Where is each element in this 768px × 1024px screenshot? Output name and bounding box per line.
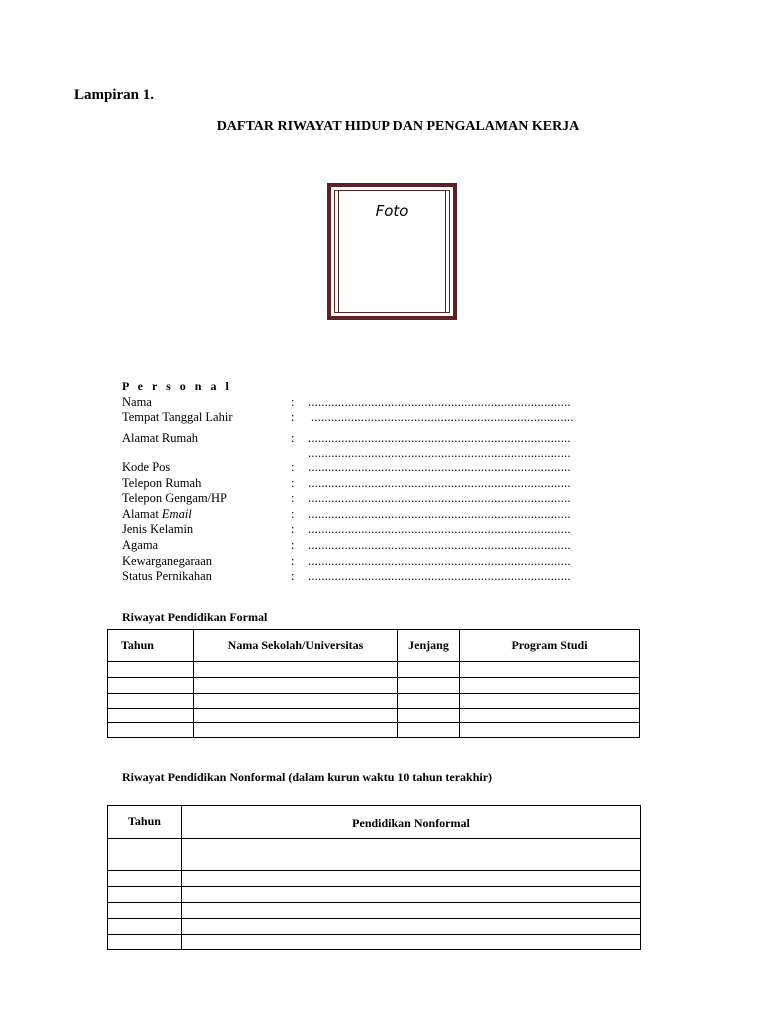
field-status-pernikahan [122, 569, 592, 584]
table-row [108, 709, 640, 723]
col-nama-sekolah: Nama Sekolah/Universitas [194, 630, 398, 662]
nonformal-education-title: Riwayat Pendidikan Nonformal (dalam kurun waktu 10 tahun terakhir) [122, 770, 493, 784]
table-row [108, 887, 641, 903]
field-alamat-rumah-line2 [122, 446, 592, 461]
field-telepon-rumah [122, 476, 592, 491]
field-alamat-email [122, 507, 592, 522]
field-colon: : [291, 460, 295, 474]
field-colon: : [291, 569, 295, 583]
field-kewarganegaraan [122, 554, 592, 569]
table-header-row [108, 630, 640, 662]
field-tempat-tanggal-lahir [122, 410, 592, 425]
field-blank[interactable]: ............................................................................... [308, 538, 571, 552]
field-colon: : [291, 410, 295, 424]
field-blank[interactable]: ............................................................................... [308, 569, 571, 583]
photo-label: Foto [375, 202, 409, 220]
table-row [108, 935, 641, 950]
field-blank[interactable]: ............................................................................... [308, 476, 571, 490]
field-agama [122, 538, 592, 553]
field-colon: : [291, 507, 295, 521]
field-blank[interactable]: ............................................................................... [308, 446, 571, 460]
field-kode-pos [122, 460, 592, 475]
field-label: Alamat Rumah [122, 431, 199, 445]
field-colon: : [291, 431, 295, 445]
table-row [108, 723, 640, 738]
field-alamat-rumah [122, 431, 592, 446]
col-tahun: Tahun [108, 806, 182, 839]
table-row [108, 919, 641, 935]
col-pendidikan-nonformal: Pendidikan Nonformal [182, 806, 641, 839]
table-row [108, 903, 641, 919]
field-label: Jenis Kelamin [122, 522, 194, 536]
field-blank[interactable]: ............................................................................... [308, 522, 571, 536]
field-label: Tempat Tanggal Lahir [122, 410, 233, 424]
field-colon: : [291, 395, 295, 409]
appendix-label: Lampiran 1. [74, 87, 155, 103]
field-label: Status Pernikahan [122, 569, 212, 583]
formal-education-title: Riwayat Pendidikan Formal [122, 610, 268, 624]
field-blank[interactable]: ............................................................................... [308, 431, 571, 445]
col-program-studi: Program Studi [460, 630, 640, 662]
field-jenis-kelamin [122, 522, 592, 537]
field-nama [122, 395, 592, 410]
photo-frame [327, 183, 457, 320]
table-row [108, 662, 640, 678]
formal-education-table [107, 629, 640, 738]
col-tahun: Tahun [108, 630, 194, 662]
field-colon: : [291, 476, 295, 490]
table-header-row [108, 806, 641, 839]
field-label: Kewarganegaraan [122, 554, 212, 568]
field-colon: : [291, 491, 295, 505]
field-blank[interactable]: ............................................................................... [308, 554, 571, 568]
field-blank[interactable]: ............................................................................... [308, 507, 571, 521]
table-row [108, 839, 641, 871]
document-title: DAFTAR RIWAYAT HIDUP DAN PENGALAMAN KERJA [216, 119, 580, 134]
table-row [108, 678, 640, 694]
field-label: Telepon Rumah [122, 476, 202, 490]
field-label: Alamat Email [122, 507, 192, 521]
field-blank[interactable]: ............................................................................... [308, 460, 571, 474]
field-blank[interactable]: ............................................................................... [308, 395, 571, 409]
field-blank[interactable]: ............................................................................... [308, 491, 571, 505]
nonformal-education-table [107, 805, 641, 950]
field-label: Agama [122, 538, 159, 552]
field-colon: : [291, 538, 295, 552]
field-blank[interactable]: ............................................................................... [311, 410, 574, 424]
field-colon: : [291, 554, 295, 568]
col-jenjang: Jenjang [398, 630, 460, 662]
field-label: Kode Pos [122, 460, 171, 474]
field-label: Telepon Gengam/HP [122, 491, 228, 505]
field-label: Nama [122, 395, 152, 409]
table-row [108, 871, 641, 887]
table-row [108, 694, 640, 709]
personal-heading: P e r s o n a l [122, 379, 232, 393]
field-colon: : [291, 522, 295, 536]
field-telepon-gengam [122, 491, 592, 506]
